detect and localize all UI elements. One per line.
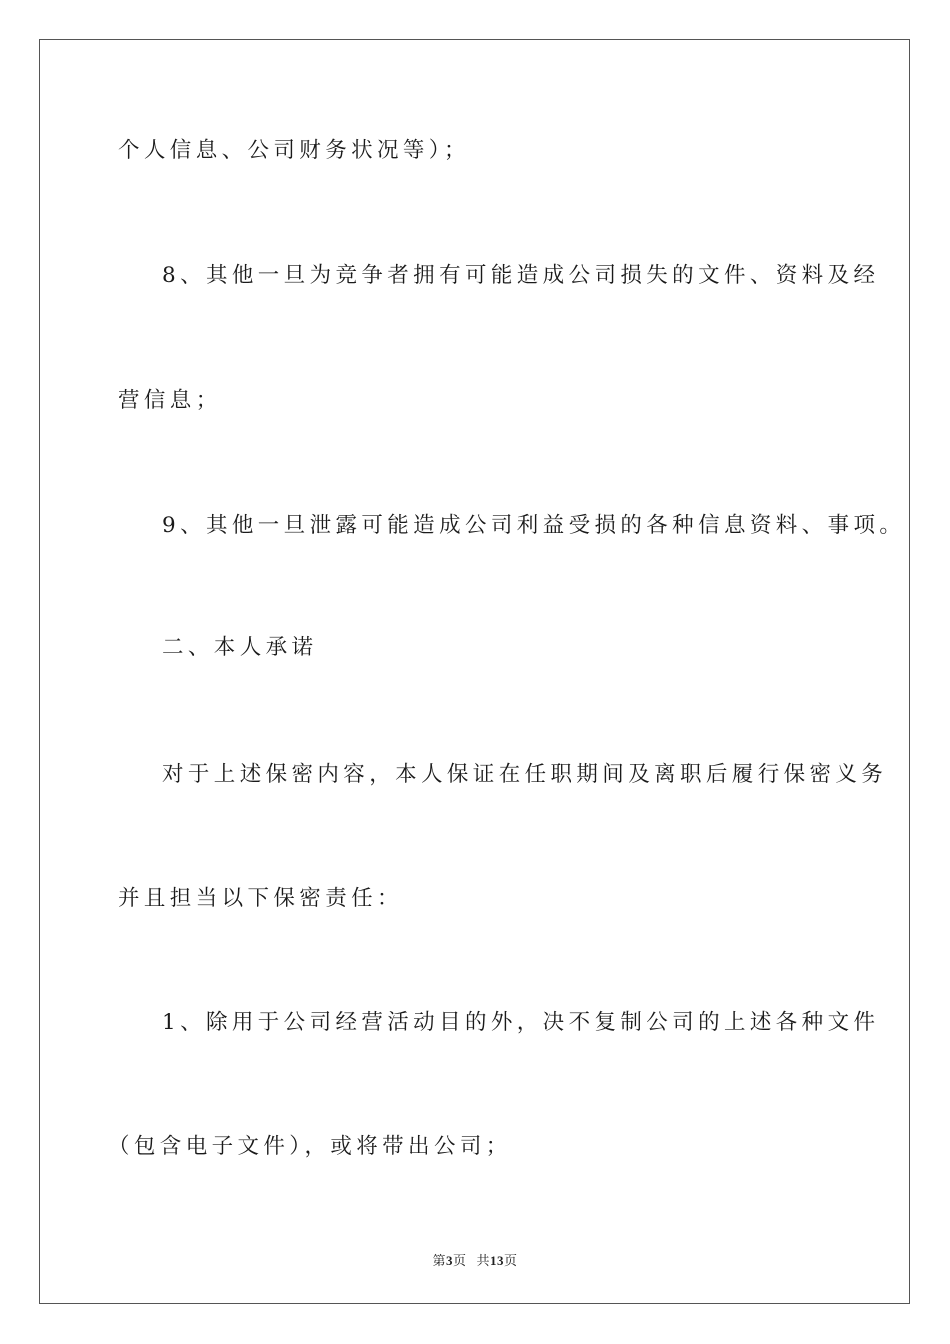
text-line-6: 对于上述保密内容，本人保证在任职期间及离职后履行保密义务 xyxy=(162,762,888,787)
text-line-7: 并且担当以下保密责任： xyxy=(118,886,403,911)
footer-page-prefix: 第 xyxy=(432,1253,446,1268)
footer-page-suffix: 页 xyxy=(452,1253,467,1268)
text-line-8: 1、除用于公司经营活动目的外，决不复制公司的上述各种文件 xyxy=(162,1010,880,1035)
text-line-3: 营信息； xyxy=(118,388,222,413)
footer-total-pages: 13 xyxy=(490,1253,505,1268)
section-heading: 二、本人承诺 xyxy=(162,635,318,660)
footer-total-prefix: 共 xyxy=(476,1253,491,1268)
text-line-9: （包含电子文件），或将带出公司； xyxy=(108,1134,512,1159)
text-line-1: 个人信息、公司财务状况等）； xyxy=(118,138,470,163)
page-border xyxy=(39,39,910,1304)
footer-total-suffix: 页 xyxy=(504,1253,518,1268)
text-line-2: 8、其他一旦为竞争者拥有可能造成公司损失的文件、资料及经 xyxy=(162,263,880,288)
text-line-4: 9、其他一旦泄露可能造成公司利益受损的各种信息资料、事项。 xyxy=(162,513,906,538)
page-footer xyxy=(0,1250,950,1269)
footer-page-number: 3 xyxy=(445,1253,453,1268)
